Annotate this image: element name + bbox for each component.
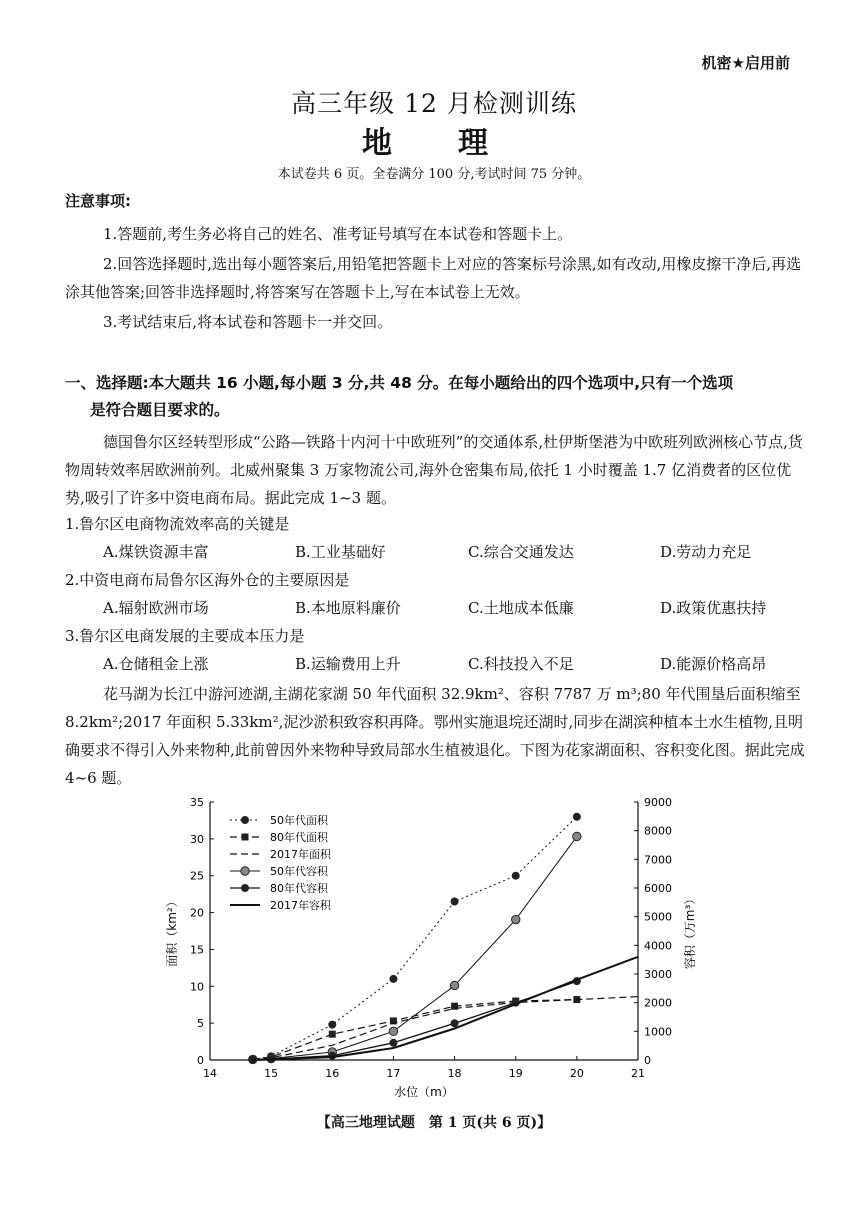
y-left-axis-title: 面积（km²）	[165, 895, 179, 967]
data-point	[451, 898, 459, 906]
x-axis-title: 水位（m）	[394, 1085, 454, 1099]
passage-ruhr: 德国鲁尔区经转型形成“公路—铁路十内河十中欧班列”的交通体系,杜伊斯堡港为中欧班列欧洲核心节点,货物周转效率居欧洲前列。北威州聚集 3 万家物流公司,海外仓密集布局,依托 1 小时覆盖 1.7 亿消费者的区位优势,吸引了许多中资电商布局。据此完成 1~3 题。	[65, 433, 803, 507]
option-d: D.政策优惠扶持	[660, 599, 767, 617]
y-right-tick-label: 3000	[644, 968, 672, 981]
series-line	[253, 1000, 577, 1060]
data-point	[573, 813, 581, 821]
option-b: B.本地原料廉价	[295, 599, 401, 617]
data-point	[512, 872, 520, 880]
data-point	[450, 981, 458, 989]
x-tick-label: 18	[447, 1067, 462, 1080]
y-left-tick-label: 10	[190, 980, 204, 994]
option-d: D.劳动力充足	[660, 543, 752, 561]
section-heading-line1: 一、选择题:本大题共 16 小题,每小题 3 分,共 48 分。在每小题给出的四个选项中,只有一个选项	[65, 374, 734, 392]
x-tick-label: 17	[386, 1067, 401, 1080]
note-item: 1.答题前,考生务必将自己的姓名、准考证号填写在本试卷和答题卡上。	[103, 225, 573, 243]
y-right-axis-title: 容积（万m³）	[683, 892, 697, 970]
option-b: B.工业基础好	[295, 543, 386, 561]
x-tick-label: 15	[264, 1067, 279, 1080]
exam-title: 高三年级 12 月检测训练	[291, 89, 577, 118]
y-left-tick-label: 30	[190, 832, 204, 846]
data-point	[389, 1027, 397, 1035]
y-left-tick-label: 25	[190, 869, 204, 883]
data-point	[242, 834, 249, 841]
y-right-tick-label: 7000	[644, 853, 672, 867]
option-a: A.煤铁资源丰富	[103, 543, 209, 561]
legend-label: 80年代面积	[270, 831, 328, 844]
legend-label: 2017年容积	[270, 899, 331, 912]
x-tick-label: 14	[203, 1067, 217, 1080]
question-stem: 1.鲁尔区电商物流效率高的关键是	[65, 515, 290, 533]
notes-heading: 注意事项:	[65, 192, 131, 210]
y-left-tick-label: 35	[190, 796, 204, 809]
question-stem: 2.中资电商布局鲁尔区海外仓的主要原因是	[65, 571, 350, 589]
note-item: 2.回答选择题时,选出每小题答案后,用铅笔把答题卡上对应的答案标号涂黑,如有改动,用橡皮擦干净后,再选涂其他答案;回答非选择题时,将答案写在答题卡上,写在本试卷上无效。	[65, 255, 802, 301]
question-options	[103, 650, 803, 678]
section-heading	[65, 370, 805, 424]
legend-label: 2017年面积	[270, 848, 331, 861]
series-line	[253, 981, 577, 1059]
data-point	[451, 1019, 459, 1027]
data-point	[389, 975, 397, 983]
data-point	[329, 1031, 336, 1038]
y-right-tick-label: 9000	[644, 796, 672, 809]
subject-title: 地 理	[362, 126, 506, 161]
x-tick-label: 16	[325, 1067, 340, 1080]
y-right-tick-label: 5000	[644, 910, 672, 924]
data-point	[328, 1021, 336, 1029]
data-point	[512, 915, 520, 923]
legend-label: 50年代面积	[270, 814, 328, 827]
option-c: C.综合交通发达	[468, 543, 574, 561]
question-options	[103, 538, 803, 566]
y-right-tick-label: 2000	[644, 996, 672, 1010]
series-line	[253, 997, 638, 1060]
option-a: A.仓储租金上涨	[103, 655, 209, 673]
y-left-tick-label: 15	[190, 943, 204, 957]
y-right-tick-label: 1000	[644, 1025, 672, 1039]
data-point	[241, 816, 249, 824]
option-c: C.科技投入不足	[468, 655, 574, 673]
option-a: A.辐射欧洲市场	[103, 599, 209, 617]
y-left-tick-label: 20	[190, 906, 204, 920]
legend-label: 50年代容积	[270, 865, 328, 878]
option-c: C.土地成本低廉	[468, 599, 574, 617]
option-b: B.运输费用上升	[295, 655, 401, 673]
passage-lake: 花马湖为长江中游河迹湖,主湖花家湖 50 年代面积 32.9km²、容积 7787 万 m³;80 年代围垦后面积缩至 8.2km²;2017 年面积 5.33km²,泥沙淤积致容积再降。鄂州实施退垸还湖时,同步在湖滨种植本土水生植物,且明确要求不得引入外来物种,此前曾因外来物种导致局部水生植被退化。下图为花家湖面积、容积变化图。据此完成 4~6 题。	[65, 685, 805, 787]
data-point	[241, 867, 249, 875]
y-right-tick-label: 0	[644, 1054, 651, 1067]
legend-label: 80年代容积	[270, 882, 328, 895]
option-d: D.能源价格高昂	[660, 655, 767, 673]
section-heading-line2: 是符合题目要求的。	[90, 401, 230, 419]
exam-info: 本试卷共 6 页。全卷满分 100 分,考试时间 75 分钟。	[277, 167, 591, 182]
data-point	[389, 1039, 397, 1047]
lake-area-volume-chart	[150, 790, 710, 1100]
x-tick-label: 21	[631, 1067, 645, 1080]
x-tick-label: 20	[569, 1067, 584, 1080]
question-options	[103, 594, 803, 622]
y-right-tick-label: 4000	[644, 939, 672, 953]
x-tick-label: 19	[508, 1067, 523, 1080]
y-left-tick-label: 5	[197, 1017, 204, 1031]
page-footer: 【高三地理试题 第 1 页(共 6 页)】	[316, 1115, 552, 1131]
note-item: 3.考试结束后,将本试卷和答题卡一并交回。	[103, 313, 393, 331]
data-point	[241, 884, 249, 892]
confidential-mark: 机密★启用前	[701, 54, 790, 72]
question-stem: 3.鲁尔区电商发展的主要成本压力是	[65, 627, 305, 645]
y-right-tick-label: 6000	[644, 882, 672, 895]
data-point	[573, 832, 581, 840]
y-left-tick-label: 0	[197, 1054, 204, 1067]
y-right-tick-label: 8000	[644, 824, 672, 838]
